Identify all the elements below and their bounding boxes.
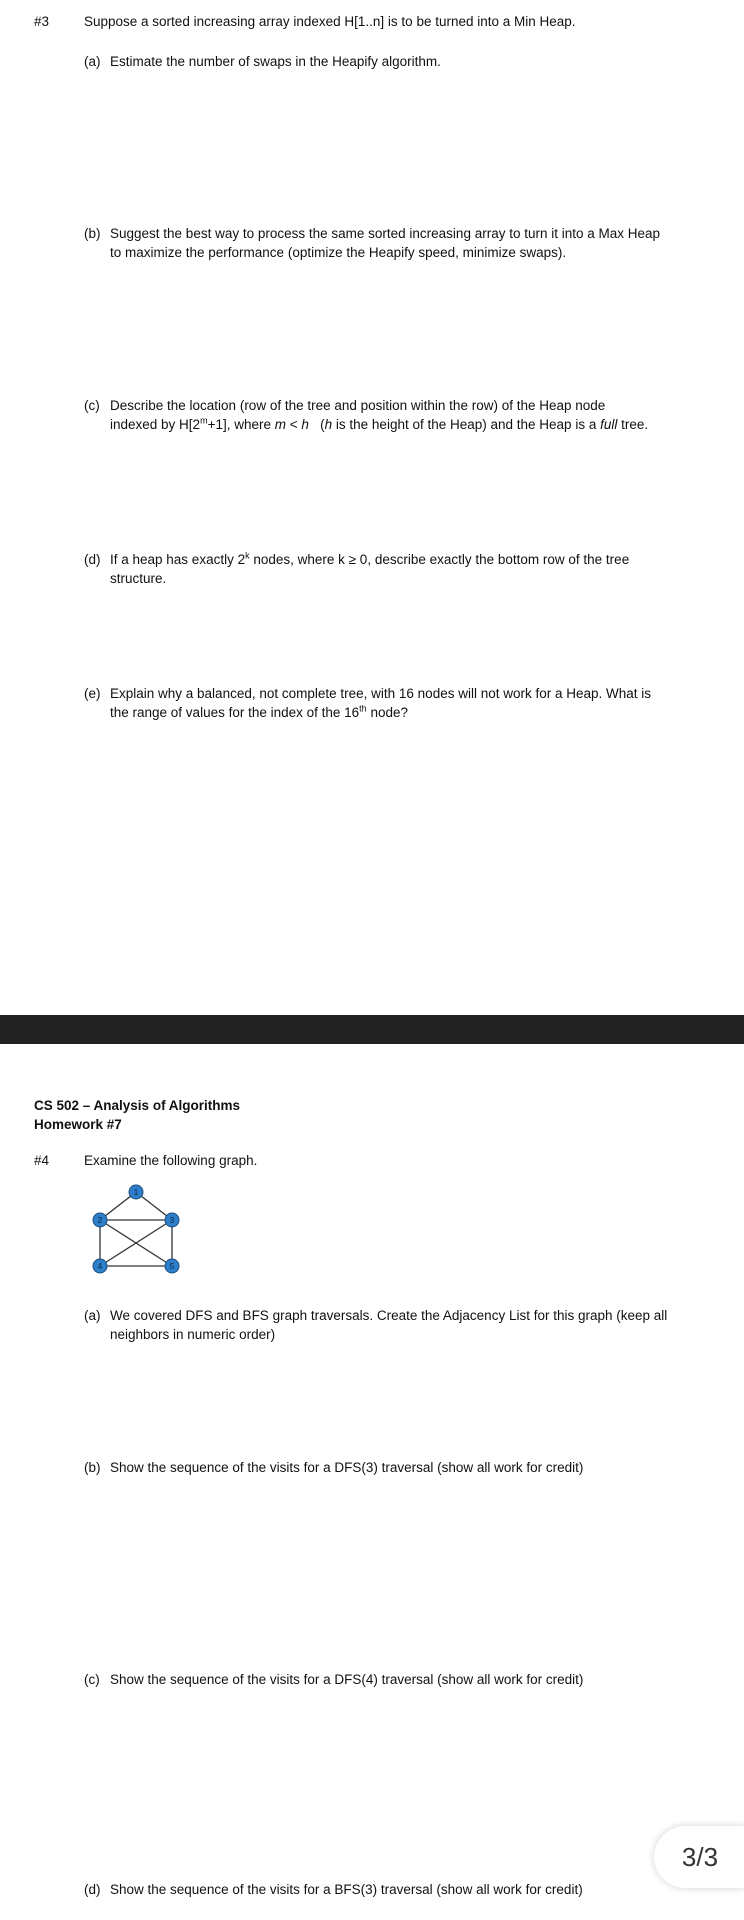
q4-part-d-text: Show the sequence of the visits for a BFS(3) traversal (show all work for credit): [110, 1882, 583, 1897]
q4-part-d: [84, 1880, 704, 1899]
graph-node-2: [93, 1213, 107, 1227]
q3-part-a-text: Estimate the number of swaps in the Heapify algorithm.: [110, 54, 441, 69]
question-3-prompt: Suppose a sorted increasing array indexed H[1..n] is to be turned into a Min Heap.: [84, 14, 576, 29]
graph-figure: [84, 1178, 214, 1280]
q3-part-b-line1: Suggest the best way to process the same sorted increasing array to turn it into a Max Heap: [110, 226, 661, 241]
node-1-label: 1: [133, 1188, 139, 1197]
q3-part-a-label: (a): [84, 54, 101, 69]
graph-node-1: [129, 1185, 143, 1199]
q4-part-a-line2: neighbors in numeric order): [110, 1327, 276, 1342]
q3-part-c: [84, 396, 704, 434]
q3-part-a: [84, 52, 704, 71]
q4-part-b-text: Show the sequence of the visits for a DFS(3) traversal (show all work for credit): [110, 1460, 584, 1475]
q3-part-e-line2: the range of values for the index of the 16th node?: [110, 703, 408, 720]
q3-part-d: [84, 550, 704, 588]
question-3-number: #3: [34, 14, 50, 29]
node-3-label: 3: [169, 1216, 175, 1225]
graph-node-4: [93, 1259, 107, 1273]
node-4-label: 4: [97, 1262, 103, 1271]
q3-part-b-line2: to maximize the performance (optimize the Heapify speed, minimize swaps).: [110, 245, 567, 260]
q4-part-c-label: (c): [84, 1672, 100, 1687]
node-5-label: 5: [169, 1262, 175, 1271]
q4-part-a-line1: We covered DFS and BFS graph traversals. Create the Adjacency List for this graph (keep all: [110, 1308, 668, 1323]
q3-part-e-label: (e): [84, 686, 101, 701]
graph-node-3: [165, 1213, 179, 1227]
graph-node-5: [165, 1259, 179, 1273]
q3-part-d-line2: structure.: [110, 571, 167, 586]
q4-part-c: [84, 1670, 704, 1689]
q3-part-c-line1: Describe the location (row of the tree and position within the row) of the Heap node: [110, 398, 606, 413]
question-4-number: #4: [34, 1153, 50, 1168]
q3-part-b: [84, 224, 704, 262]
q4-part-b-label: (b): [84, 1460, 101, 1475]
q4-part-a: [84, 1306, 704, 1344]
q3-part-e: [84, 684, 704, 722]
q3-part-d-line1: If a heap has exactly 2$^k$ nodes, where k ≥ 0, describe exactly the bottom row of the tree: [110, 550, 630, 567]
question-4-prompt: Examine the following graph.: [84, 1153, 258, 1168]
q3-part-c-line2: indexed by $H[2^m+1]$, where m < h (h is the height of the Heap) and the Heap is a full tree.: [110, 415, 649, 432]
page-header: [34, 1096, 240, 1134]
page-divider: [0, 1015, 744, 1044]
q3-part-b-label: (b): [84, 226, 101, 241]
q4-part-a-label: (a): [84, 1308, 101, 1323]
q4-part-d-label: (d): [84, 1882, 101, 1897]
page-indicator[interactable]: 3/3: [654, 1826, 744, 1888]
course-title: CS 502 – Analysis of Algorithms: [34, 1098, 241, 1113]
q4-part-b: [84, 1458, 704, 1477]
q3-part-e-line1: Explain why a balanced, not complete tree, with 16 nodes will not work for a Heap. What is: [110, 686, 652, 701]
graph-edges: [97, 1192, 172, 1266]
q3-part-d-label: (d): [84, 552, 101, 567]
node-2-label: 2: [97, 1216, 103, 1225]
q4-part-c-text: Show the sequence of the visits for a DFS(4) traversal (show all work for credit): [110, 1672, 584, 1687]
homework-title: Homework #7: [34, 1117, 122, 1132]
q3-part-c-label: (c): [84, 398, 100, 413]
